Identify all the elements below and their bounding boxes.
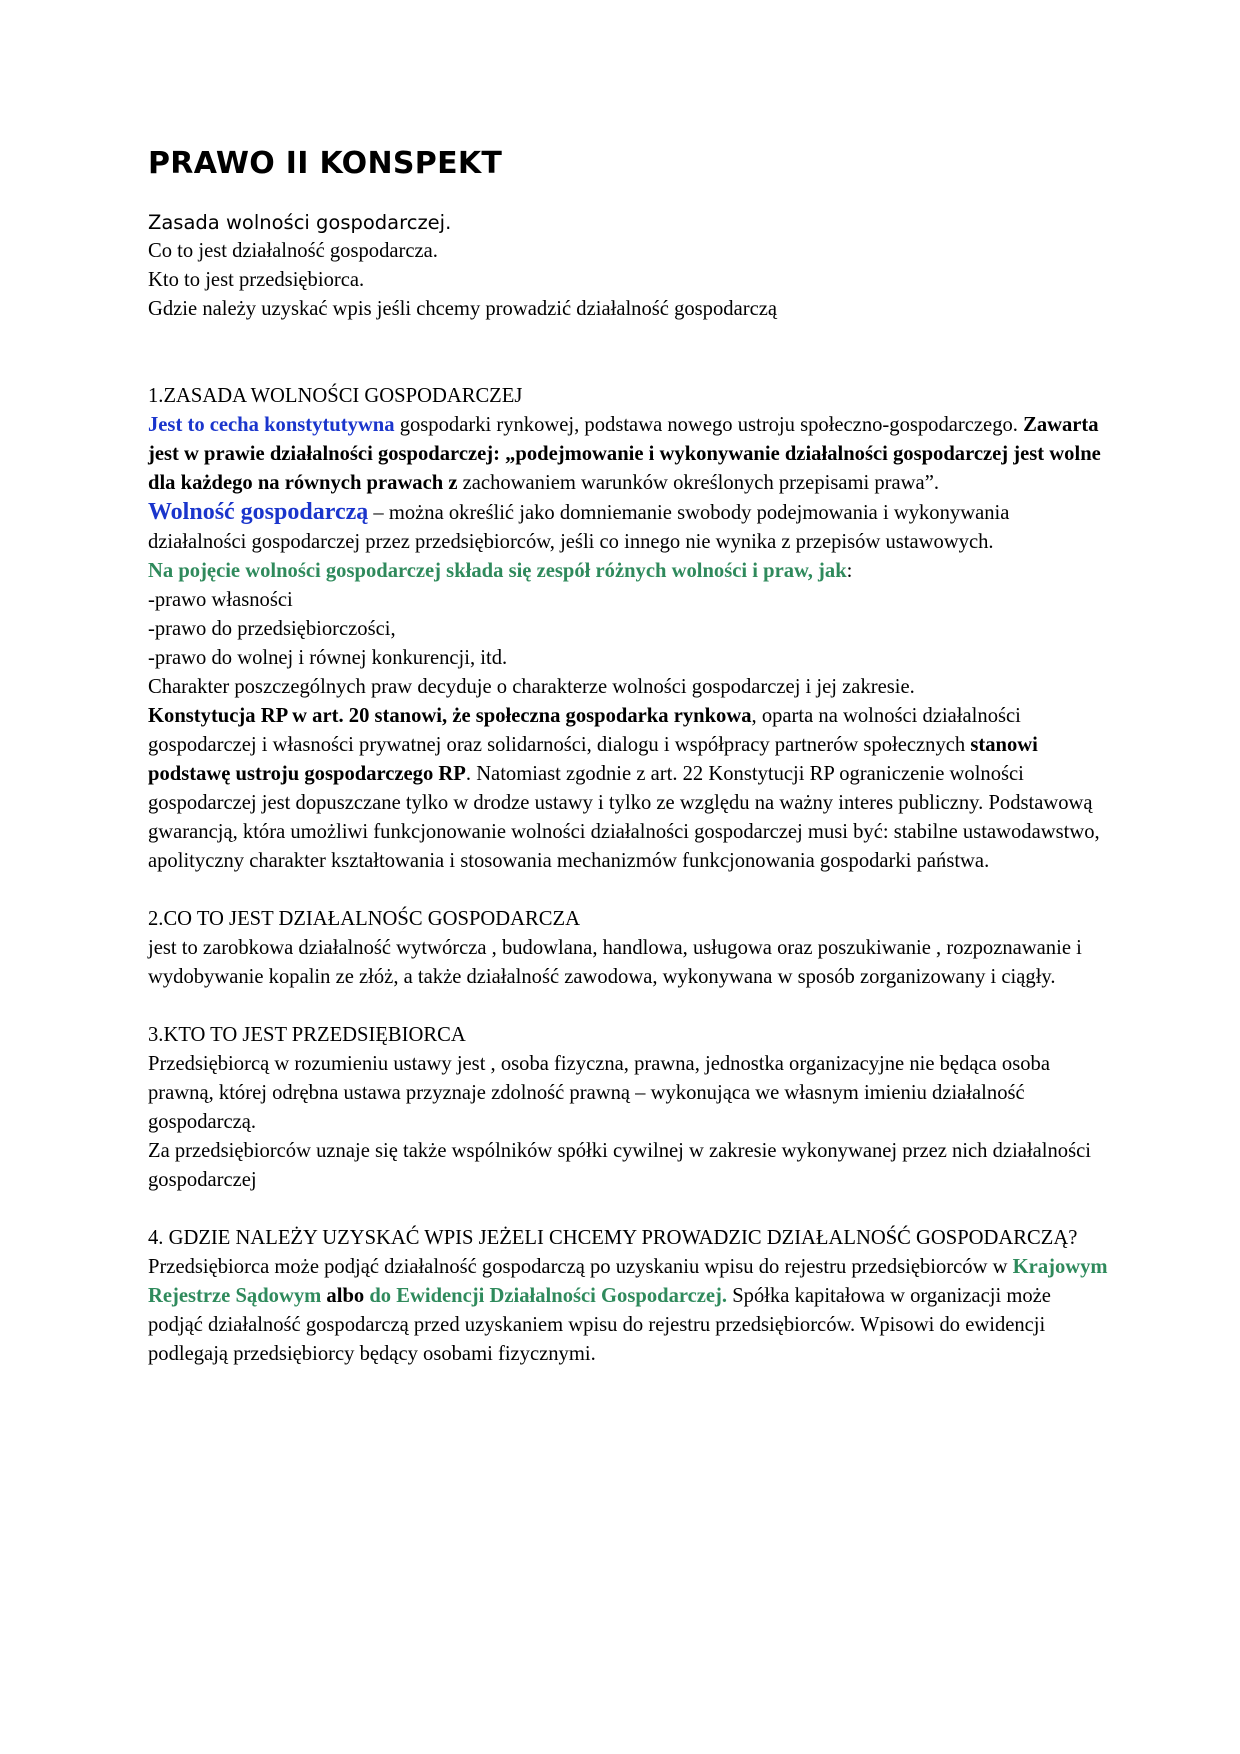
intro-line-4: Gdzie należy uzyskać wpis jeśli chcemy prowadzić działalność gospodarczą	[148, 298, 777, 320]
section-2-heading: 2.CO TO JEST DZIAŁALNOŚC GOSPODARCZA	[148, 908, 580, 930]
document-title: PRAWO II KONSPEKT	[148, 146, 503, 181]
emphasis-green: do Ewidencji Działalności Gospodarczej.	[364, 1285, 728, 1307]
intro-line-3: Kto to jest przedsiębiorca.	[148, 269, 365, 291]
emphasis-green: Krajowym Rejestrze Sądowym	[148, 1256, 1108, 1307]
section-1-paragraph-3: Na pojęcie wolności gospodarczej składa się zespół różnych wolności i praw, jak:	[148, 560, 853, 582]
section-3-text-1: Przedsiębiorcą w rozumieniu ustawy jest , osoba fizyczna, prawna, jednostka organizacyjne nie będąca osoba prawną, której odrębna ustawa przyznaje zdolność prawną – wykonująca we własnym imieniu działalność gospodarczą.	[148, 1053, 1050, 1133]
list-item: -prawo własności	[148, 589, 293, 611]
section-1-paragraph-2: Wolność gospodarczą – można określić jako domniemanie swobody podejmowania i wykonywania działalności gospodarczej przez przedsiębiorców, jeśli co innego nie wynika z przepisów ustawowych.	[148, 499, 1010, 553]
intro-line-2: Co to jest działalność gospodarcza.	[148, 240, 438, 262]
section-2-text: jest to zarobkowa działalność wytwórcza , budowlana, handlowa, usługowa oraz poszukiwanie , rozpoznawanie i wydobywanie kopalin ze złóż, a także działalność zawodowa, wykonywana w sposób zorganizowany i ciągły.	[148, 937, 1082, 988]
emphasis-blue-large: Wolność gospodarczą	[148, 499, 369, 525]
section-1-heading: 1.ZASADA WOLNOŚCI GOSPODARCZEJ	[148, 385, 523, 407]
section-4-text: Przedsiębiorca może podjąć działalność gospodarczą po uzyskaniu wpisu do rejestru przedsiębiorców w Krajowym Rejestrze Sądowym albo do Ewidencji Działalności Gospodarczej. Spółka kapitałowa w organizacji może podjąć działalność gospodarczą przed uzyskaniem wpisu do rejestru przedsiębiorców. Wpisowi do ewidencji podlegają przedsiębiorcy będący osobami fizycznymi.	[148, 1256, 1108, 1365]
emphasis-green: Na pojęcie wolności gospodarczej składa się zespół różnych wolności i praw, jak	[148, 560, 847, 582]
emphasis-blue: Jest to cecha konstytutywna	[148, 414, 395, 436]
intro-line-1: Zasada wolności gospodarczej.	[148, 211, 452, 234]
section-1-paragraph-4: Charakter poszczególnych praw decyduje o charakterze wolności gospodarczej i jej zakresie.	[148, 676, 915, 698]
section-4-heading: 4. GDZIE NALEŻY UZYSKAĆ WPIS JEŻELI CHCEMY PROWADZIC DZIAŁALNOŚĆ GOSPODARCZĄ?	[148, 1227, 1078, 1249]
document-body	[148, 208, 1108, 1369]
section-3-heading: 3.KTO TO JEST PRZEDSIĘBIORCA	[148, 1024, 466, 1046]
section-3-text-2: Za przedsiębiorców uznaje się także wspólników spółki cywilnej w zakresie wykonywanej przez nich działalności gospodarczej	[148, 1140, 1091, 1191]
list-item: -prawo do przedsiębiorczości,	[148, 618, 396, 640]
section-1-paragraph-5: Konstytucja RP w art. 20 stanowi, że społeczna gospodarka rynkowa, oparta na wolności działalności gospodarczej i własności prywatnej oraz solidarności, dialogu i współpracy partnerów społecznych stanowi podstawę ustroju gospodarczego RP. Natomiast zgodnie z art. 22 Konstytucji RP ograniczenie wolności gospodarczej jest dopuszczane tylko w drodze ustawy i tylko ze względu na ważny interes publiczny. Podstawową gwarancją, która umożliwi funkcjonowanie wolności działalności gospodarczej musi być: stabilne ustawodawstwo, apolityczny charakter kształtowania i stosowania mechanizmów funkcjonowania gospodarki państwa.	[148, 705, 1100, 872]
list-item: -prawo do wolnej i równej konkurencji, itd.	[148, 647, 508, 669]
section-1-paragraph-1: Jest to cecha konstytutywna gospodarki rynkowej, podstawa nowego ustroju społeczno-gospodarczego. Zawarta jest w prawie działalności gospodarczej: „podejmowanie i wykonywanie działalności gospodarczej jest wolne dla każdego na równych prawach z zachowaniem warunków określonych przepisami prawa”.	[148, 414, 1101, 494]
